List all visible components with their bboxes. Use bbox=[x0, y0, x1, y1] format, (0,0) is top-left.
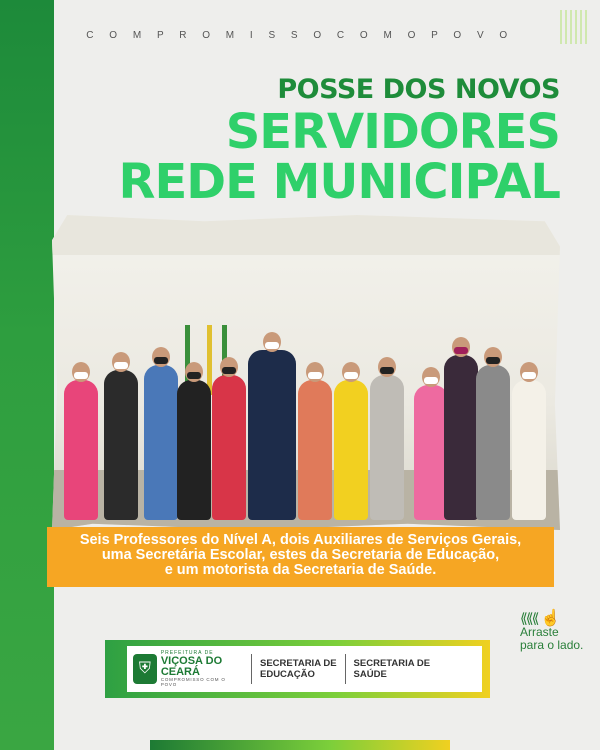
logo-name: VIÇOSA DO CEARÁ bbox=[160, 655, 223, 678]
person bbox=[414, 385, 448, 520]
dept-education-line-1: SECRETARIA DE bbox=[260, 658, 337, 669]
person bbox=[212, 375, 246, 520]
person bbox=[298, 380, 332, 520]
person bbox=[334, 380, 368, 520]
caption-line-2: uma Secretária Escolar, estes da Secretaria de Educação, bbox=[101, 547, 500, 563]
divider bbox=[251, 654, 252, 684]
swipe-hint[interactable] bbox=[520, 612, 600, 652]
tagline: C O M P R O M I S S O C O M O P O V O bbox=[86, 30, 514, 41]
dept-health-line-2: SAÚDE bbox=[353, 669, 387, 680]
logo-prefix: PREFEITURA DE bbox=[160, 650, 214, 656]
person bbox=[177, 380, 211, 520]
photo-ceiling bbox=[52, 215, 560, 255]
dept-health bbox=[354, 658, 431, 680]
bottom-accent-strip bbox=[150, 740, 450, 750]
crest-icon: ⛨ bbox=[133, 654, 157, 684]
divider bbox=[345, 654, 346, 684]
headline-line-2: SERVIDORES bbox=[225, 104, 560, 160]
person bbox=[64, 380, 98, 520]
headline-line-3: REDE MUNICIPAL bbox=[118, 154, 560, 210]
person bbox=[370, 375, 404, 520]
group-photo bbox=[52, 215, 560, 530]
left-green-bar bbox=[0, 0, 54, 750]
headline-line-1: POSSE DOS NOVOS bbox=[277, 74, 560, 105]
footer-banner bbox=[105, 640, 490, 698]
swipe-label-line-1: Arraste bbox=[520, 625, 559, 639]
dept-health-line-1: SECRETARIA DE bbox=[353, 658, 431, 669]
person bbox=[248, 350, 296, 520]
caption-line-1: Seis Professores do Nível A, dois Auxiliares de Serviços Gerais, bbox=[79, 532, 522, 548]
caption-line-3: e um motorista da Secretaria de Saúde. bbox=[164, 562, 437, 578]
logo-slogan: COMPROMISSO COM O POVO bbox=[160, 677, 226, 687]
caption-banner bbox=[47, 527, 554, 587]
person bbox=[104, 370, 138, 520]
footer-panel bbox=[127, 646, 482, 692]
person bbox=[144, 365, 178, 520]
swipe-label-line-2: para o lado. bbox=[520, 638, 584, 652]
person bbox=[512, 380, 546, 520]
person bbox=[444, 355, 478, 520]
dept-education bbox=[260, 658, 337, 680]
hand-pointer-icon: ☝ bbox=[540, 610, 561, 627]
swipe-arrows-icon: ⟪⟪⟪ bbox=[520, 610, 538, 626]
dept-education-line-2: EDUCAÇÃO bbox=[260, 669, 315, 680]
person bbox=[476, 365, 510, 520]
municipality-logo bbox=[133, 651, 243, 687]
